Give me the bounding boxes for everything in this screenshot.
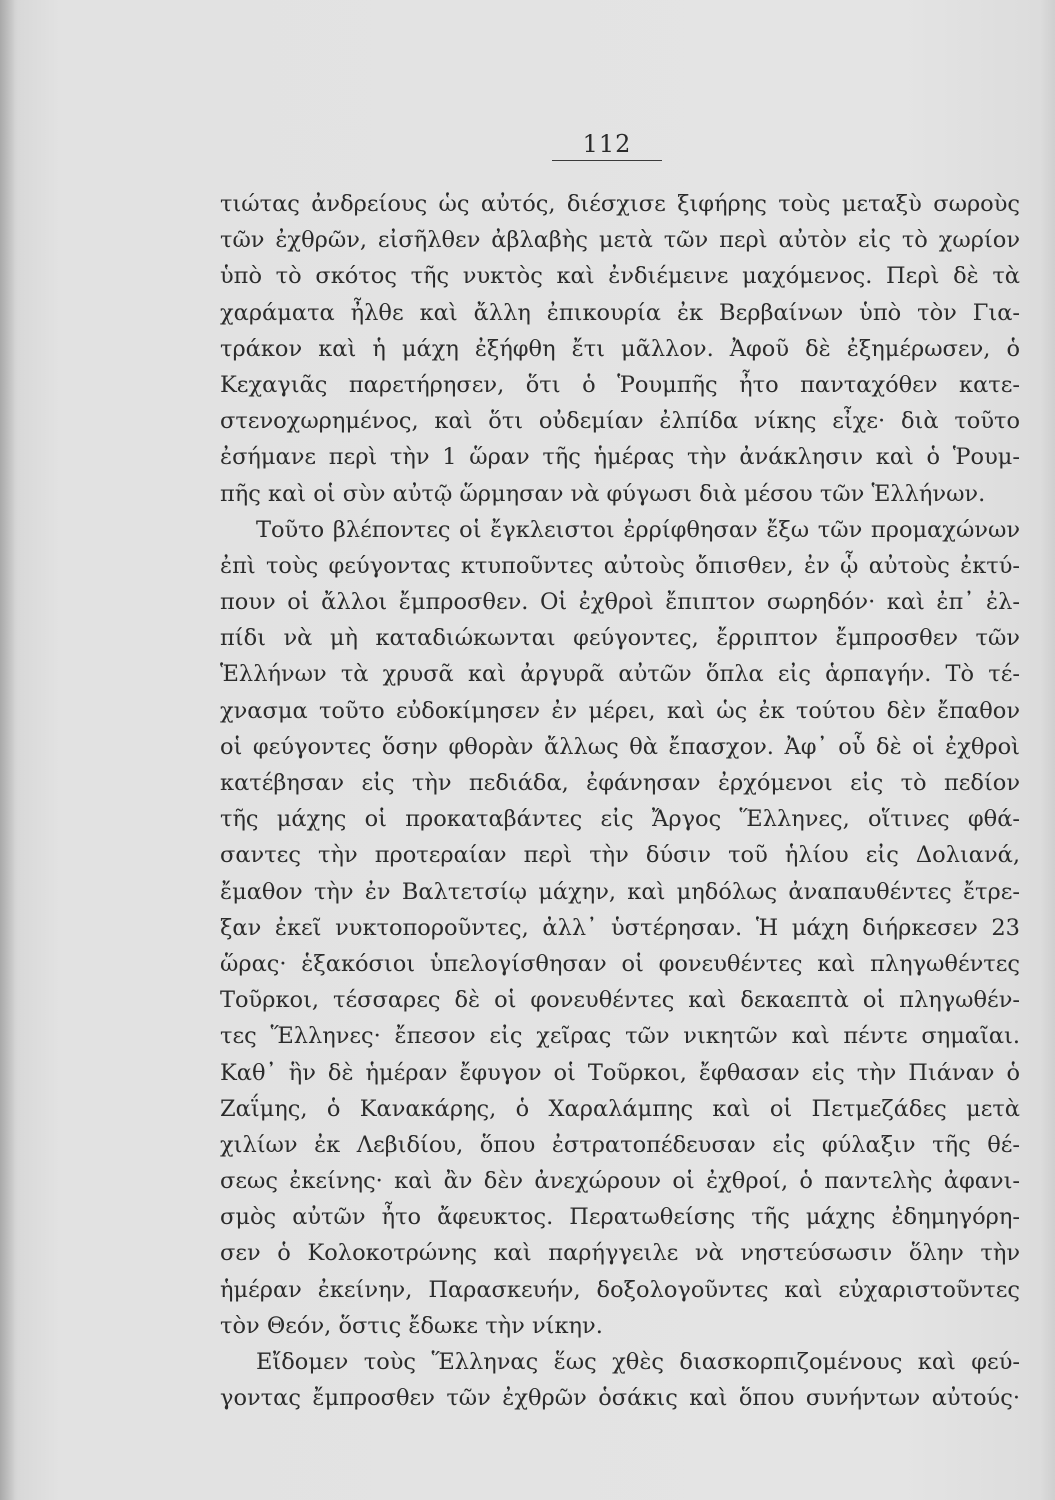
text-line: κατέβησαν εἰς τὴν πεδιάδα, ἐφάνησαν ἐρχόμενοι εἰς τὸ πεδίον [220,770,1020,796]
text-line: χνασμα τοῦτο εὐδοκίμησεν ἐν μέρει, καὶ ὡς ἐκ τούτου δὲν ἔπαθον [220,697,1020,724]
text-line: ξαν ἐκεῖ νυκτοποροῦντες, ἀλλ᾽ ὑστέρησαν. Ἡ μάχη διήρκεσεν 23 [220,914,1020,941]
text-line: σεως ἐκείνης· καὶ ἂν δὲν ἀνεχώρουν οἱ ἐχθροί, ὁ παντελὴς ἀφανι- [220,1168,1020,1195]
text-line: Καθ᾽ ἣν δὲ ἡμέραν ἔφυγον οἱ Τοῦρκοι, ἔφθασαν εἰς τὴν Πιάναν ὁ [220,1059,1020,1086]
page-number-rule [552,160,662,161]
text-line: σεν ὁ Κολοκοτρώνης καὶ παρήγγειλε νὰ νηστεύσωσιν ὅλην τὴν [220,1240,1020,1267]
text-line: Ζαΐμης, ὁ Κανακάρης, ὁ Χαραλάμπης καὶ οἱ Πετμεζάδες μετὰ [220,1095,1020,1122]
text-line: ὥρας· ἑξακόσιοι ὑπελογίσθησαν οἱ φονευθέντες καὶ πληγωθέντες [220,950,1020,977]
text-line: πῆς καὶ οἱ σὺν αὐτῷ ὥρμησαν νὰ φύγωσι διὰ μέσου τῶν Ἑλλήνων. [220,480,986,507]
text-line: χιλίων ἐκ Λεβιδίου, ὅπου ἐστρατοπέδευσαν εἰς φύλαξιν τῆς θέ- [220,1131,1020,1158]
text-line: τες Ἕλληνες· ἔπεσον εἰς χεῖρας τῶν νικητῶν καὶ πέντε σημαῖαι. [220,1023,1020,1050]
text-line: σμὸς αὐτῶν ἦτο ἄφευκτος. Περατωθείσης τῆς μάχης ἐδημηγόρη- [220,1204,1020,1231]
text-line: σαντες τὴν προτεραίαν περὶ τὴν δύσιν τοῦ ἡλίου εἰς Δολιανά, [220,842,1020,869]
page-number: 112 [582,130,632,158]
text-line: ἐπὶ τοὺς φεύγοντας κτυποῦντες αὐτοὺς ὄπισθεν, ἐν ᾧ αὐτοὺς ἐκτύ- [220,552,1020,579]
text-line: πίδι νὰ μὴ καταδιώκωνται φεύγοντες, ἔρριπτον ἔμπροσθεν τῶν [220,625,1020,652]
text-line: στενοχωρημένος, καὶ ὅτι οὐδεμίαν ἐλπίδα νίκης εἶχε· διὰ τοῦτο [220,408,1020,435]
text-line: τῆς μάχης οἱ προκαταβάντες εἰς Ἄργος Ἕλληνες, οἵτινες φθά- [220,806,1020,833]
text-line: ἔμαθον τὴν ἐν Βαλτετσίῳ μάχην, καὶ μηδόλως ἀναπαυθέντες ἔτρε- [220,878,1020,905]
text-line: Κεχαγιᾶς παρετήρησεν, ὅτι ὁ Ῥουμπῆς ἦτο πανταχόθεν κατε- [220,371,1020,398]
text-line: ἐσήμανε περὶ τὴν 1 ὥραν τῆς ἡμέρας τὴν ἀνάκλησιν καὶ ὁ Ῥουμ- [220,444,1020,471]
text-line: τὸν Θεόν, ὅστις ἔδωκε τὴν νίκην. [220,1312,603,1339]
text-line: χαράματα ἦλθε καὶ ἄλλη ἐπικουρία ἐκ Βερβαίνων ὑπὸ τὸν Για- [220,299,1020,326]
text-line: οἱ φεύγοντες ὅσην φθορὰν ἄλλως θὰ ἔπασχον. Ἀφ᾽ οὗ δὲ οἱ ἐχθροὶ [220,733,1020,760]
text-line: ὑπὸ τὸ σκότος τῆς νυκτὸς καὶ ἐνδιέμεινε μαχόμενος. Περὶ δὲ τὰ [220,263,1020,290]
page-edge [0,0,14,1500]
text-line: τράκον καὶ ἡ μάχη ἐξήφθη ἔτι μᾶλλον. Ἀφοῦ δὲ ἐξημέρωσεν, ὁ [220,335,1020,362]
paragraph-first-line: Τοῦτο βλέποντες οἱ ἔγκλειστοι ἐρρίφθησαν ἔξω τῶν προμαχώνων [256,516,1020,543]
text-line: τῶν ἐχθρῶν, εἰσῆλθεν ἀβλαβὴς μετὰ τῶν περὶ αὐτὸν εἰς τὸ χωρίον [220,227,1020,254]
text-line: Τοῦρκοι, τέσσαρες δὲ οἱ φονευθέντες καὶ δεκαεπτὰ οἱ πληγωθέν- [220,987,1020,1014]
text-line: Ἑλλήνων τὰ χρυσᾶ καὶ ἀργυρᾶ αὐτῶν ὅπλα εἰς ἁρπαγήν. Τὸ τέ- [220,661,1020,688]
text-line: γοντας ἔμπροσθεν τῶν ἐχθρῶν ὁσάκις καὶ ὅπου συνήντων αὐτούς· [220,1385,1020,1412]
paragraph-first-line: Εἴδομεν τοὺς Ἕλληνας ἕως χθὲς διασκορπιζομένους καὶ φεύ- [256,1349,1020,1375]
text-line: τιώτας ἀνδρείους ὡς αὐτός, διέσχισε ξιφήρης τοὺς μεταξὺ σωροὺς [220,191,1020,217]
text-line: ἡμέραν ἐκείνην, Παρασκευήν, δοξολογοῦντες καὶ εὐχαριστοῦντες [220,1276,1020,1303]
text-line: πουν οἱ ἄλλοι ἔμπροσθεν. Οἱ ἐχθροὶ ἔπιπτον σωρηδόν· καὶ ἐπ᾽ ἐλ- [220,589,1020,616]
body-text [220,186,1020,1416]
